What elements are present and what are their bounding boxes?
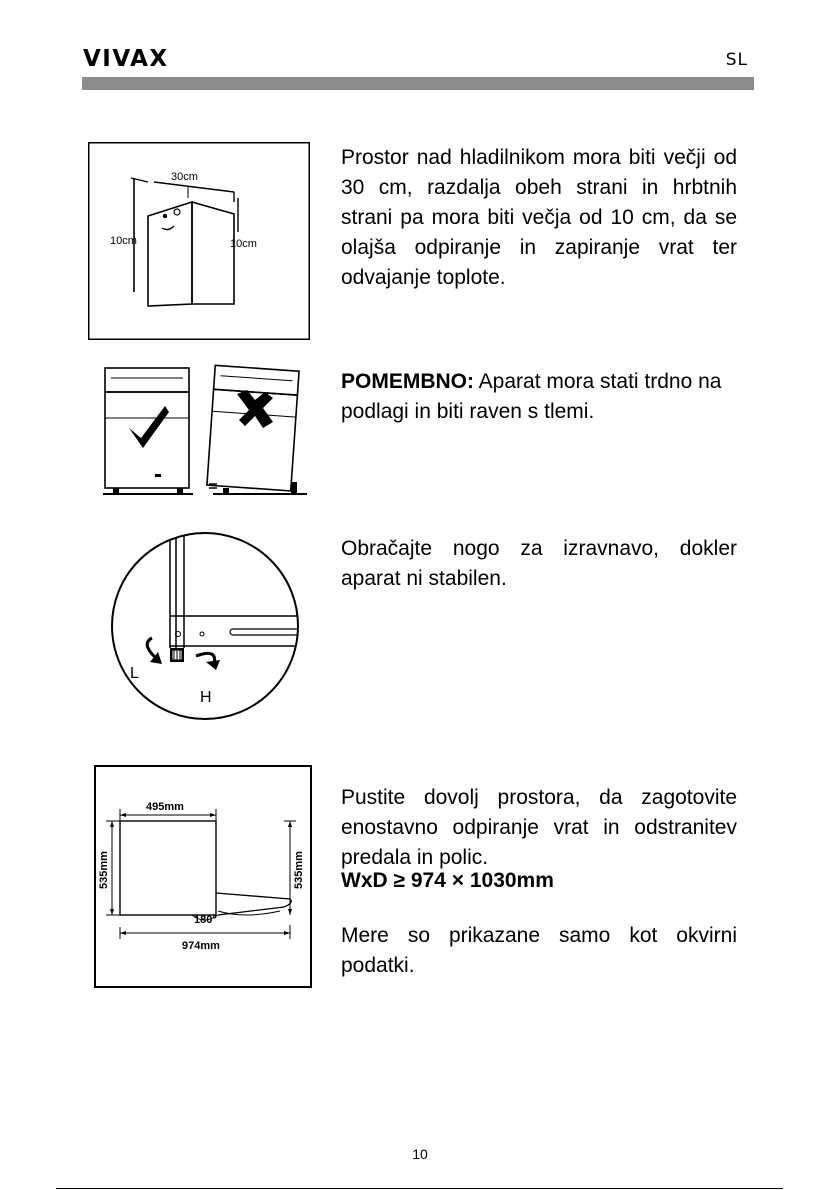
dimensions-figure — [94, 765, 312, 988]
space-text: Pustite dovolj prostora, da zagotovite enostavno odpiranje vrat in odstranitev predala in polic. — [341, 786, 737, 869]
leveling-figure — [106, 530, 302, 724]
dim-width-bottom-label: 974mm — [182, 940, 220, 952]
dim-width-top-label: 495mm — [146, 801, 184, 813]
clearance-left-label: 10cm — [110, 235, 137, 247]
page-number: 10 — [412, 1146, 428, 1162]
dim-height-left-label: 535mm — [98, 851, 110, 889]
dim-angle-label: 180° — [194, 914, 217, 926]
level-figure — [103, 364, 309, 499]
leveling-right-label: H — [200, 689, 212, 706]
header-bar — [82, 77, 754, 90]
leveling-left-label: L — [130, 665, 139, 682]
important-label: POMEMBNO: — [341, 370, 474, 393]
clearance-top-label: 30cm — [171, 171, 198, 183]
important-paragraph — [341, 367, 737, 427]
cross-icon — [237, 390, 273, 428]
clearance-text: Prostor nad hladilnikom mora biti večji od 30 cm, razdalja obeh strani in hrbtnih strani pa mora biti večja od 10 cm, da se olajša odpiranje in zapiranje vrat ter odvajanje toplote. — [341, 146, 737, 289]
checkmark-icon — [129, 406, 169, 448]
space-dimensions: WxD ≥ 974 × 1030mm — [341, 869, 554, 892]
clearance-right-label: 10cm — [230, 238, 257, 250]
brand-logo: VIVAX — [83, 46, 169, 72]
dim-height-right-label: 535mm — [293, 851, 305, 889]
important-text: Aparat mora stati trdno na podlagi in biti raven s tlemi. — [341, 370, 722, 423]
space-note: Mere so prikazane samo kot okvirni podatki. — [341, 924, 737, 977]
language-code: SL — [725, 50, 748, 70]
clearance-figure — [88, 142, 310, 340]
leveling-text: Obračajte nogo za izravnavo, dokler aparat ni stabilen. — [341, 537, 737, 590]
footer-line — [56, 1188, 783, 1189]
